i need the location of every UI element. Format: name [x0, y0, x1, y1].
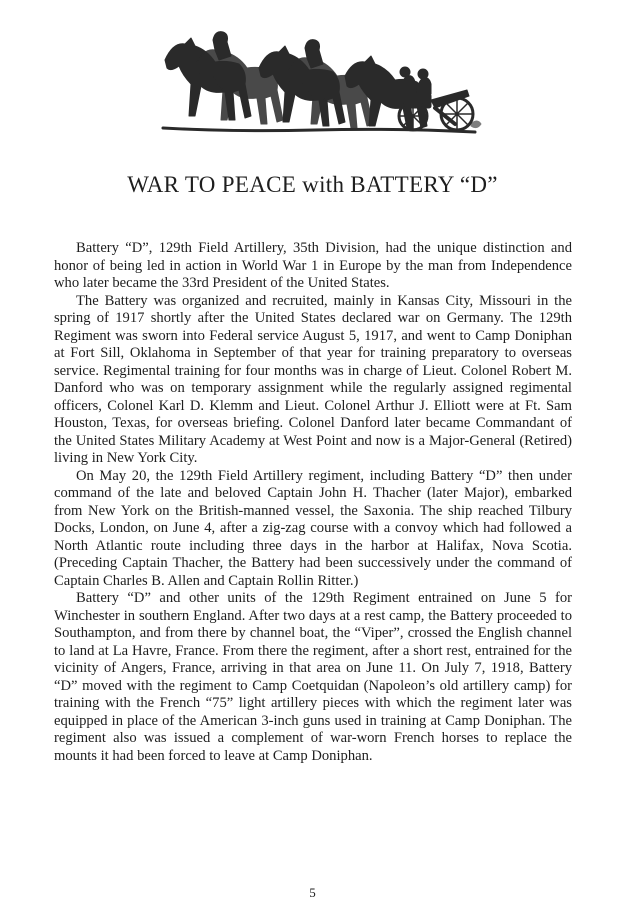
page-title: WAR TO PEACE with BATTERY “D” [127, 172, 498, 197]
paragraph: Battery “D”, 129th Field Artillery, 35th Division, had the unique distinction and honor of being led in action in World War 1 in Europe by the man from Independence who later became the 33rd President of the United States. [54, 240, 572, 291]
horse-drawn-artillery-icon [155, 20, 485, 145]
paragraph: The Battery was organized and recruited, mainly in Kansas City, Missouri in the spring of 1917 shortly after the United States declared war on Germany. The 129th Regiment was sworn into Federal service August 5, 1917, and went to Camp Doniphan at Fort Sill, Oklahoma in September of that year for training preparatory to overseas service. Regimental training for four months was in charge of Lieut. Colonel Robert M. Danford who was on temporary assignment while the regularly assigned regimental officers, Colonel Karl D. Klemm and Lieut. Colonel Arthur J. Elliott were at Ft. Sam Houston, Texas, for overseas briefing. Colonel Danford later became Commandant of the United States Military Academy at West Point and now is a Major-General (Retired) living in New York City. [54, 292, 572, 466]
page-number: 5 [309, 885, 316, 900]
article-body [54, 240, 572, 765]
paragraph: Battery “D” and other units of the 129th Regiment entrained on June 5 for Winchester in southern England. After two days at a rest camp, the Battery proceeded to Southampton, and from there by channel boat, the “Viper”, crossed the English channel to land at La Havre, France. From there the regiment, after a short rest, entrained for the vicinity of Angers, France, arriving in that area on June 11. On July 7, 1918, Battery “D” moved with the regiment to Camp Coetquidan (Napoleon’s old artillery camp) for training with the French “75” light artillery pieces with which the regiment later was equipped in place of the American 3-inch guns used in training at Camp Doniphan. The regiment also was issued a complement of war-worn French horses to replace the mounts it had been forced to leave at Camp Doniphan. [54, 590, 572, 764]
paragraph: On May 20, the 129th Field Artillery regiment, including Battery “D” then under command of the late and beloved Captain John H. Thacher (later Major), embarked from New York on the British-manned vessel, the Saxonia. The ship reached Tilbury Docks, London, on June 4, after a zig-zag course with a convoy which had followed a North Atlantic route including three days in the harbor at Halifax, Nova Scotia. (Preceding Captain Thacher, the Battery had been successively under the command of Captain Charles B. Allen and Captain Rollin Ritter.) [54, 467, 572, 589]
